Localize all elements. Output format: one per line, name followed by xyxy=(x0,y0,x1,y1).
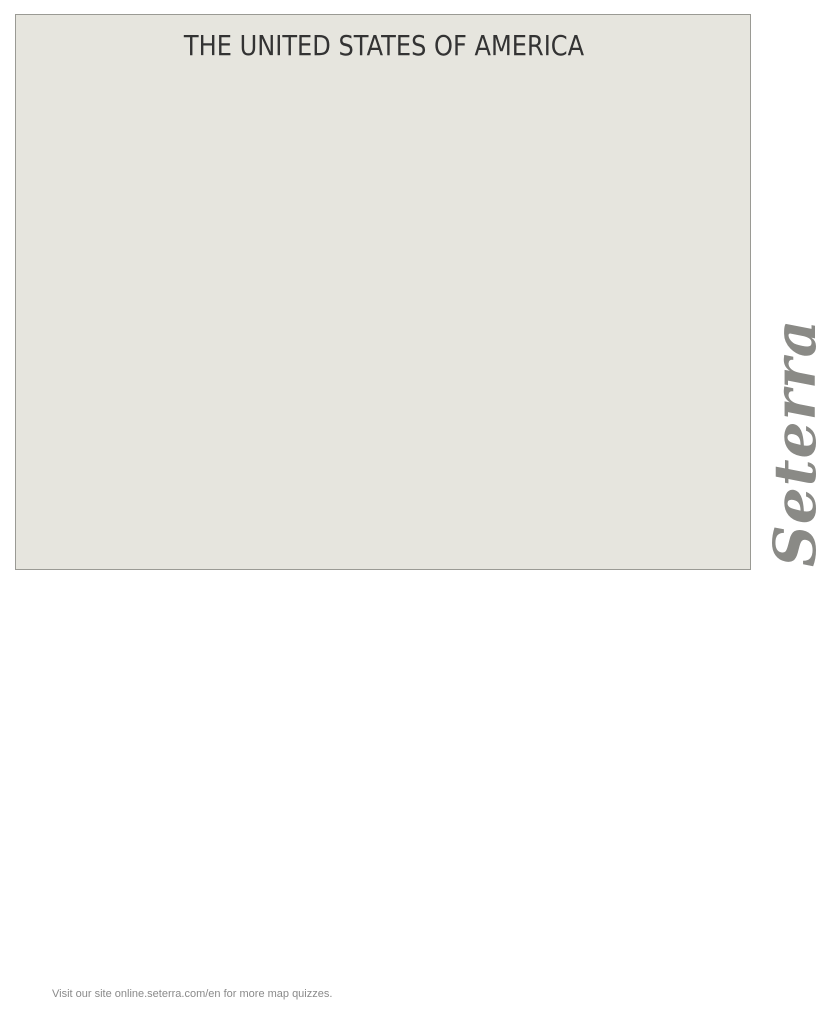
answer-key xyxy=(0,584,768,984)
footer-note: Visit our site online.seterra.com/en for more map quizzes. xyxy=(52,988,333,1000)
seterra-logo: Seterra xyxy=(761,318,829,567)
us-map xyxy=(16,15,752,571)
map-panel xyxy=(15,14,829,570)
map-title: THE UNITED STATES OF AMERICA xyxy=(183,29,585,62)
